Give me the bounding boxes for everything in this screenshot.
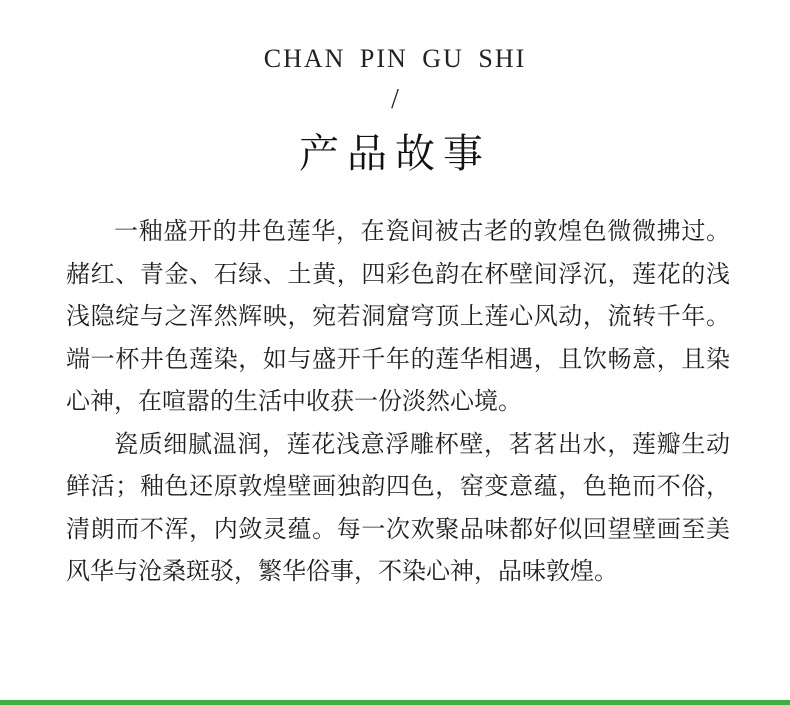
page-title: 产品故事: [299, 131, 491, 177]
pinyin-subtitle: CHAN PIN GU SHI: [263, 44, 527, 73]
slash-divider: /: [391, 84, 399, 115]
bottom-accent-bar: [0, 700, 790, 705]
story-paragraph-2: 瓷质细腻温润，莲花浅意浮雕杯壁，茗茗出水，莲瓣生动鲜活；釉色还原敦煌壁画独韵四色，窑变意蕴，色艳而不俗，清朗而不浑，内敛灵蕴。每一次欢聚品味都好似回望壁画至美风华与沧桑斑驳，繁华俗事，不染心神，品味敦煌。: [66, 429, 730, 585]
story-body: [66, 210, 730, 593]
story-paragraph-1: 一釉盛开的井色莲华，在瓷间被古老的敦煌色微微拂过。赭红、青金、石绿、土黄，四彩色韵在杯壁间浮沉，莲花的浅浅隐绽与之浑然辉映，宛若洞窟穹顶上莲心风动，流转千年。端一杯井色莲染，如与盛开千年的莲华相遇，且饮畅意，且染心神，在喧嚣的生活中收获一份淡然心境。: [66, 217, 730, 415]
